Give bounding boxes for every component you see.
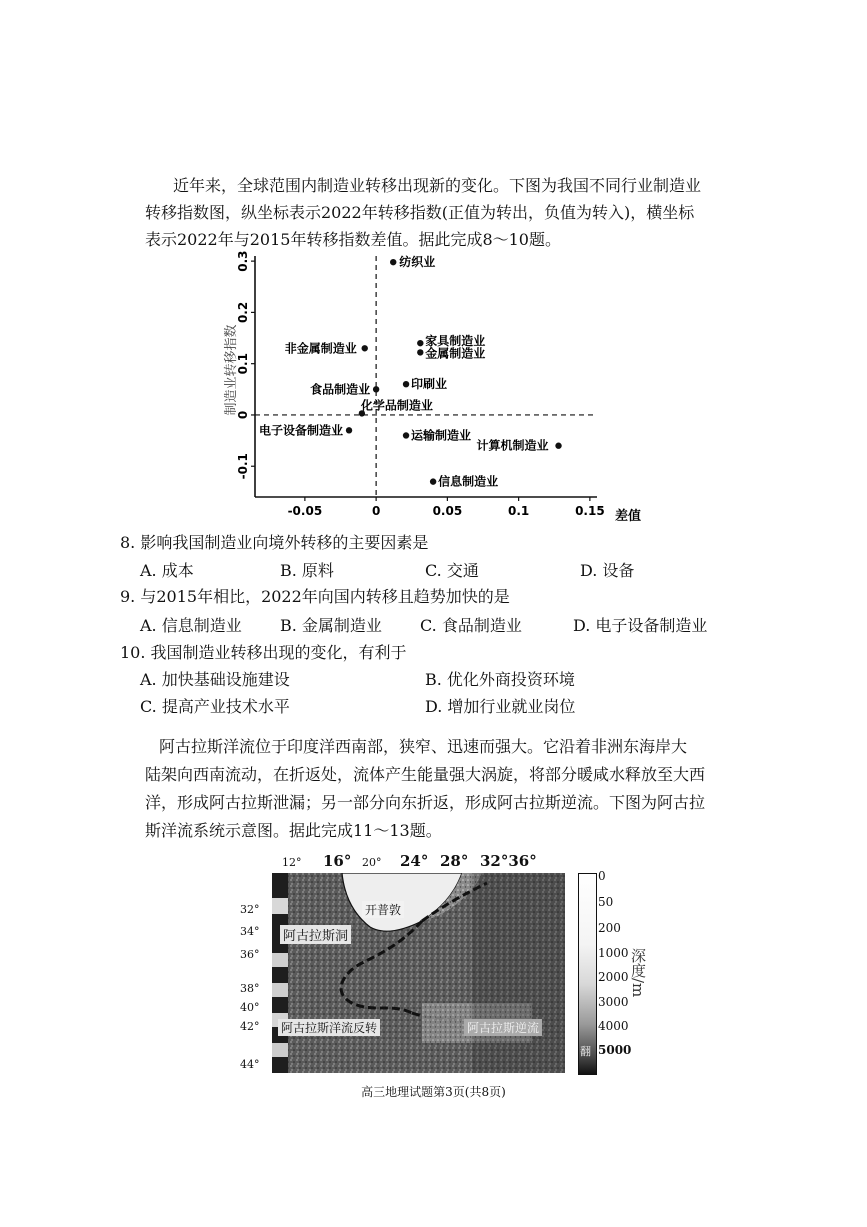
q8-option-c[interactable]: C. 交通 — [425, 561, 479, 580]
depth-tick-200: 200 — [598, 921, 621, 935]
lat-label-38: 38° — [240, 982, 260, 995]
intro1-line2: 转移指数图，纵坐标表示2022年转移指数(正值为转出，负值为转入)，横坐标 — [145, 203, 695, 222]
map-graphic — [272, 873, 565, 1073]
data-point — [417, 349, 423, 355]
question-10-stem: 10. 我国制造业转移出现的变化，有利于 — [120, 643, 407, 662]
lon-label-12: 12° — [282, 856, 302, 869]
q8-option-b[interactable]: B. 原料 — [280, 561, 334, 580]
return-current-label: 阿古拉斯逆流 — [464, 1019, 542, 1036]
depth-side-label: 翻 — [580, 1045, 591, 1058]
agulhas-leak-label: 阿古拉斯洞 — [280, 925, 351, 944]
depth-tick-50: 50 — [598, 895, 614, 909]
data-point-label: 运输制造业 — [411, 428, 472, 443]
depth-tick-4000: 4000 — [598, 1019, 629, 1033]
question-9-stem: 9. 与2015年相比，2022年向国内转移且趋势加快的是 — [120, 587, 510, 606]
lon-label-16: 16° — [323, 852, 352, 870]
q10-option-a[interactable]: A. 加快基础设施建设 — [140, 670, 290, 689]
data-point-label: 计算机制造业 — [476, 438, 549, 453]
intro2-line2: 陆架向西南流动，在折返处，流体产生能量强大涡旋，将部分暖咸水释放至大西 — [145, 765, 706, 784]
page-footer: 高三地理试题第3页(共8页) — [361, 1085, 506, 1099]
intro2-line3: 洋，形成阿古拉斯泄漏；另一部分向东折返，形成阿古拉斯逆流。下图为阿古拉 — [145, 793, 706, 812]
data-point — [390, 259, 396, 265]
data-point-label: 信息制造业 — [438, 474, 499, 489]
y-tick-label: -0.1 — [236, 453, 250, 480]
x-tick-label: 0.1 — [507, 504, 530, 518]
depth-tick-5000: 5000 — [598, 1043, 632, 1057]
q8-option-a[interactable]: A. 成本 — [140, 561, 194, 580]
intro1-line1: 近年来，全球范围内制造业转移出现新的变化。下图为我国不同行业制造业 — [173, 176, 702, 195]
y-tick-label: 0.3 — [236, 250, 250, 272]
depth-tick-0: 0 — [598, 869, 606, 883]
q9-option-b[interactable]: B. 金属制造业 — [280, 616, 382, 635]
lon-label-28: 28° — [440, 852, 469, 870]
x-tick-label: 0.05 — [432, 504, 463, 518]
data-point-label: 非金属制造业 — [284, 341, 357, 356]
x-axis-label: 差值 — [615, 509, 642, 524]
lat-label-34: 34° — [240, 925, 260, 938]
data-point — [417, 340, 423, 346]
data-point-label: 印刷业 — [411, 377, 448, 392]
lat-label-44: 44° — [240, 1058, 260, 1071]
agulhas-current-map — [272, 873, 565, 1073]
lon-label-24: 24° — [400, 852, 429, 870]
cape-town-label: 开普敦 — [362, 901, 404, 918]
lat-label-40: 40° — [240, 1001, 260, 1014]
y-tick-label: 0.2 — [236, 301, 250, 324]
data-point-label: 金属制造业 — [425, 346, 486, 361]
data-point — [362, 345, 368, 351]
intro-paragraph-1 — [145, 172, 745, 253]
q10-option-b[interactable]: B. 优化外商投资环境 — [425, 670, 575, 689]
intro-paragraph-2 — [145, 733, 745, 845]
data-point — [403, 381, 409, 387]
data-point — [373, 386, 379, 392]
data-point-label: 家具制造业 — [425, 334, 486, 349]
y-tick-label: 0.1 — [236, 353, 250, 375]
q10-option-d[interactable]: D. 增加行业就业岗位 — [425, 697, 576, 716]
intro1-line3: 表示2022年与2015年转移指数差值。据此完成8～10题。 — [145, 230, 561, 249]
data-point — [346, 427, 352, 433]
y-axis-label: 制造业转移指数 — [224, 324, 239, 416]
intro2-line4: 斯洋流系统示意图。据此完成11～13题。 — [145, 821, 442, 840]
data-point-label: 电子设备制造业 — [259, 423, 344, 438]
retroflection-label: 阿古拉斯洋流反转 — [278, 1019, 380, 1036]
x-tick-label: 0.15 — [575, 504, 605, 518]
x-tick-label: -0.05 — [287, 504, 323, 518]
lon-label-20: 20° — [362, 856, 382, 869]
depth-tick-1000: 1000 — [598, 946, 629, 960]
transfer-index-chart — [215, 250, 645, 530]
data-point — [403, 432, 409, 438]
data-point-label: 食品制造业 — [310, 382, 371, 397]
depth-title: 深度/m — [629, 948, 647, 998]
lon-label-32-36: 32°36° — [480, 852, 537, 870]
data-point — [555, 443, 561, 449]
depth-tick-2000: 2000 — [598, 970, 629, 984]
depth-tick-3000: 3000 — [598, 995, 629, 1009]
data-point-label: 纺织业 — [399, 255, 436, 270]
lat-label-36: 36° — [240, 948, 260, 961]
x-tick-label: 0 — [371, 504, 381, 518]
q8-option-d[interactable]: D. 设备 — [580, 561, 635, 580]
lat-label-32: 32° — [240, 903, 260, 916]
data-point — [430, 478, 436, 484]
intro2-line1: 阿古拉斯洋流位于印度洋西南部，狭窄、迅速而强大。它沿着非洲东海岸大 — [159, 737, 688, 756]
y-tick-label: 0 — [236, 410, 250, 420]
data-point-label: 化学品制造业 — [360, 398, 433, 413]
lat-label-42: 42° — [240, 1020, 260, 1033]
q10-option-c[interactable]: C. 提高产业技术水平 — [140, 697, 290, 716]
q9-option-d[interactable]: D. 电子设备制造业 — [573, 616, 708, 635]
chart-points — [259, 254, 562, 488]
q9-option-c[interactable]: C. 食品制造业 — [420, 616, 522, 635]
question-8-stem: 8. 影响我国制造业向境外转移的主要因素是 — [120, 533, 429, 552]
q9-option-a[interactable]: A. 信息制造业 — [140, 616, 242, 635]
